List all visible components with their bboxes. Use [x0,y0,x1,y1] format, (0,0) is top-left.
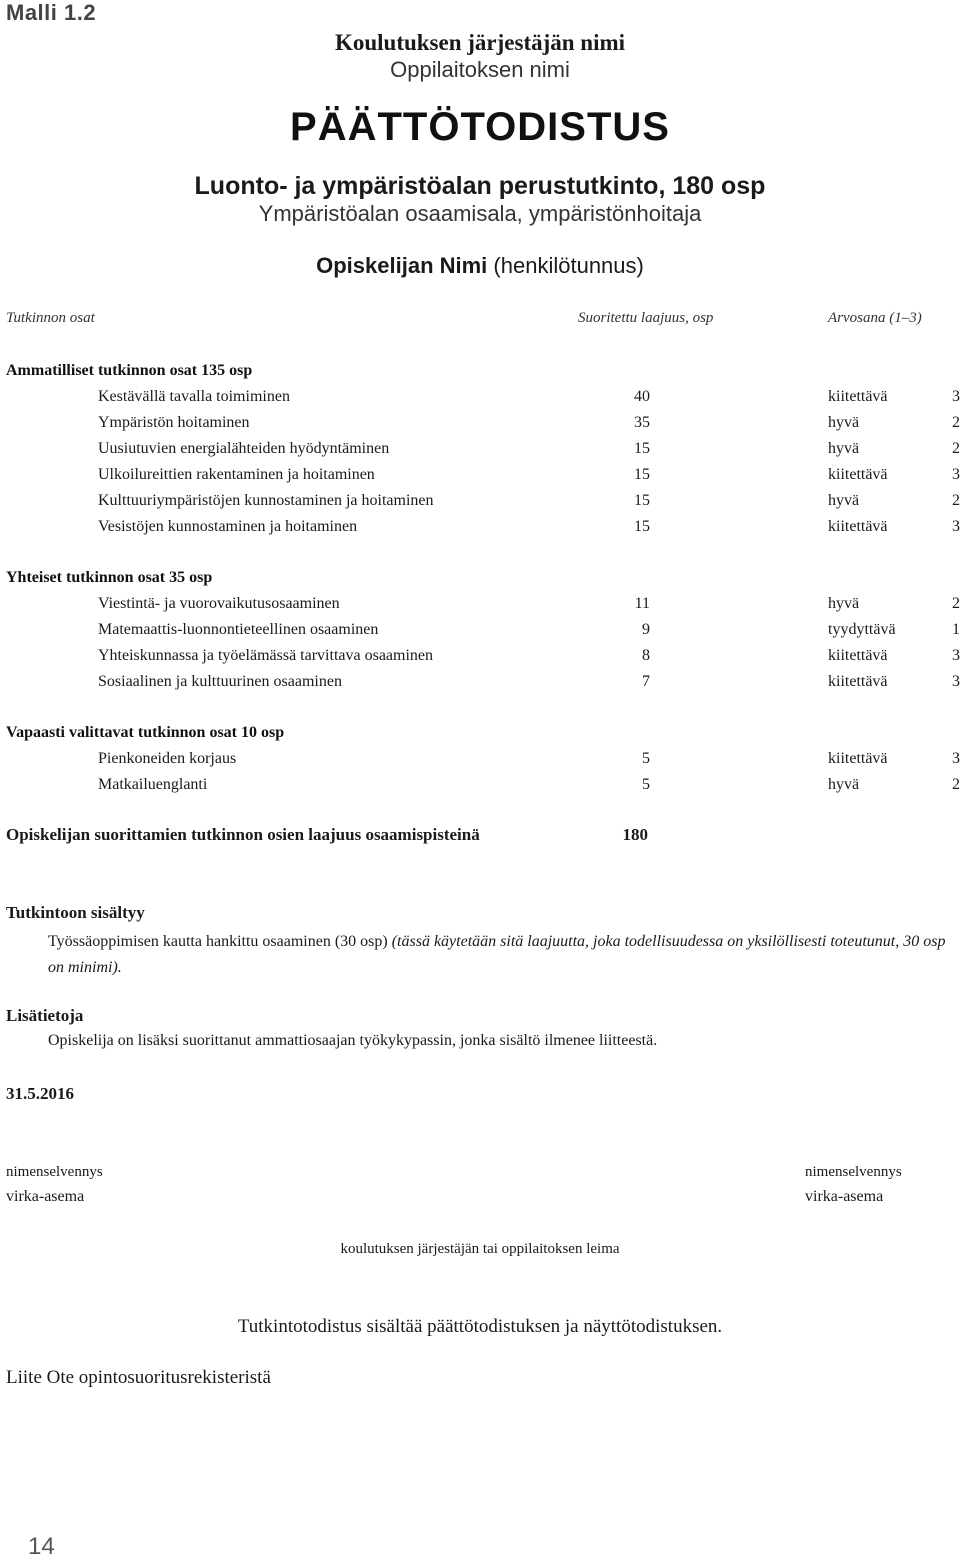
grade-word: kiitettävä [828,388,888,405]
column-header-parts: Tutkinnon osat [6,310,95,326]
extra-info-title: Lisätietoja [6,1006,84,1025]
degree-name: Luonto- ja ympäristöalan perustutkinto, 180 osp [194,172,766,200]
part-scope: 40 [634,388,650,405]
stamp-label: koulutuksen järjestäjän tai oppilaitoksen leima [340,1241,620,1257]
table-row [0,388,960,414]
total-label: Opiskelijan suorittamien tutkinnon osien laajuus osaamispisteinä [6,825,480,844]
section-title-common: Yhteiset tutkinnon osat 35 osp [6,569,213,586]
part-scope: 15 [634,466,650,483]
part-scope: 5 [642,750,650,767]
total-value: 180 [622,825,648,844]
part-name: Matemaattis-luonnontieteellinen osaaminen [98,621,379,638]
table-row [0,750,960,776]
document-title: PÄÄTTÖTODISTUS [290,105,670,149]
part-name: Yhteiskunnassa ja työelämässä tarvittava osaaminen [98,647,434,664]
grade-word: hyvä [828,776,860,793]
part-name: Kestävällä tavalla toimiminen [98,388,290,405]
grade-word: kiitettävä [828,673,888,690]
model-tag: Malli 1.2 [6,0,97,25]
table-row [0,466,960,492]
part-scope: 15 [634,492,650,509]
appendix-note: Liite Ote opintosuoritusrekisteristä [6,1367,271,1388]
part-name: Vesistöjen kunnostaminen ja hoitaminen [98,518,358,535]
school-name: Oppilaitoksen nimi [390,57,570,82]
grade-number: 2 [952,492,960,509]
table-row [0,621,960,647]
signature-right-title: virka-asema [805,1188,884,1205]
part-name: Viestintä- ja vuorovaikutusosaaminen [98,595,340,612]
table-row [0,673,960,699]
part-scope: 35 [634,414,650,431]
table-row [0,414,960,440]
part-name: Kulttuuriympäristöjen kunnostaminen ja hoitaminen [98,492,434,509]
grade-number: 3 [952,388,960,405]
included-note: (tässä käytetään sitä laajuutta, joka todellisuudessa on yksilöllisesti toteutunut, 30 osp on minimi). [48,933,946,976]
part-name: Ympäristön hoitaminen [98,414,250,431]
grade-number: 3 [952,466,960,483]
included-title: Tutkintoon sisältyy [6,903,145,922]
grade-word: kiitettävä [828,647,888,664]
grade-number: 3 [952,647,960,664]
part-name: Ulkoilureittien rakentaminen ja hoitaminen [98,466,375,483]
grade-word: tyydyttävä [828,621,896,638]
grade-number: 3 [952,750,960,767]
student-id: (henkilötunnus) [493,253,644,278]
part-scope: 5 [642,776,650,793]
signature-left-name: nimenselvennys [6,1164,103,1180]
grade-word: hyvä [828,595,860,612]
part-name: Pienkoneiden korjaus [98,750,237,767]
table-row [0,440,960,466]
table-row [0,492,960,518]
part-scope: 8 [642,647,650,664]
table-row [0,647,960,673]
grade-word: kiitettävä [828,518,888,535]
grade-word: hyvä [828,414,860,431]
table-row [0,595,960,621]
grade-number: 3 [952,518,960,535]
part-scope: 15 [634,518,650,535]
grade-number: 1 [952,621,960,638]
included-main: Työssäoppimisen kautta hankittu osaaminen (30 osp) [48,933,392,950]
part-scope: 11 [634,595,650,612]
part-name: Uusiutuvien energialähteiden hyödyntäminen [98,440,390,457]
included-text [48,929,960,981]
table-row [0,518,960,544]
grade-word: kiitettävä [828,750,888,767]
page-number: 14 [28,1533,55,1560]
degree-subtitle: Ympäristöalan osaamisala, ympäristönhoitaja [258,201,702,226]
extra-info-text: Opiskelija on lisäksi suorittanut ammattiosaajan työkykypassin, jonka sisältö ilmenee liitteestä. [48,1032,658,1049]
part-name: Matkailuenglanti [98,776,208,793]
footer-note: Tutkintotodistus sisältää päättötodistuksen ja näyttötodistuksen. [237,1316,723,1337]
grade-number: 2 [952,595,960,612]
signature-left-title: virka-asema [6,1188,85,1205]
issue-date: 31.5.2016 [6,1084,74,1103]
grade-number: 2 [952,440,960,457]
student-name: Opiskelijan Nimi [316,253,488,278]
grade-number: 2 [952,414,960,431]
part-scope: 9 [642,621,650,638]
column-header-grade: Arvosana (1–3) [828,310,922,326]
grade-word: hyvä [828,492,860,509]
grade-number: 2 [952,776,960,793]
section-title-vocational: Ammatilliset tutkinnon osat 135 osp [6,362,253,379]
grade-number: 3 [952,673,960,690]
section-title-elective: Vapaasti valittavat tutkinnon osat 10 osp [6,724,285,741]
part-scope: 15 [634,440,650,457]
column-header-scope: Suoritettu laajuus, osp [578,310,714,326]
grade-word: hyvä [828,440,860,457]
student-line [0,253,960,279]
part-name: Sosiaalinen ja kulttuurinen osaaminen [98,673,342,690]
table-row [0,776,960,802]
part-scope: 7 [642,673,650,690]
grade-word: kiitettävä [828,466,888,483]
organizer-name: Koulutuksen järjestäjän nimi [334,30,626,55]
signature-right-name: nimenselvennys [805,1164,902,1180]
